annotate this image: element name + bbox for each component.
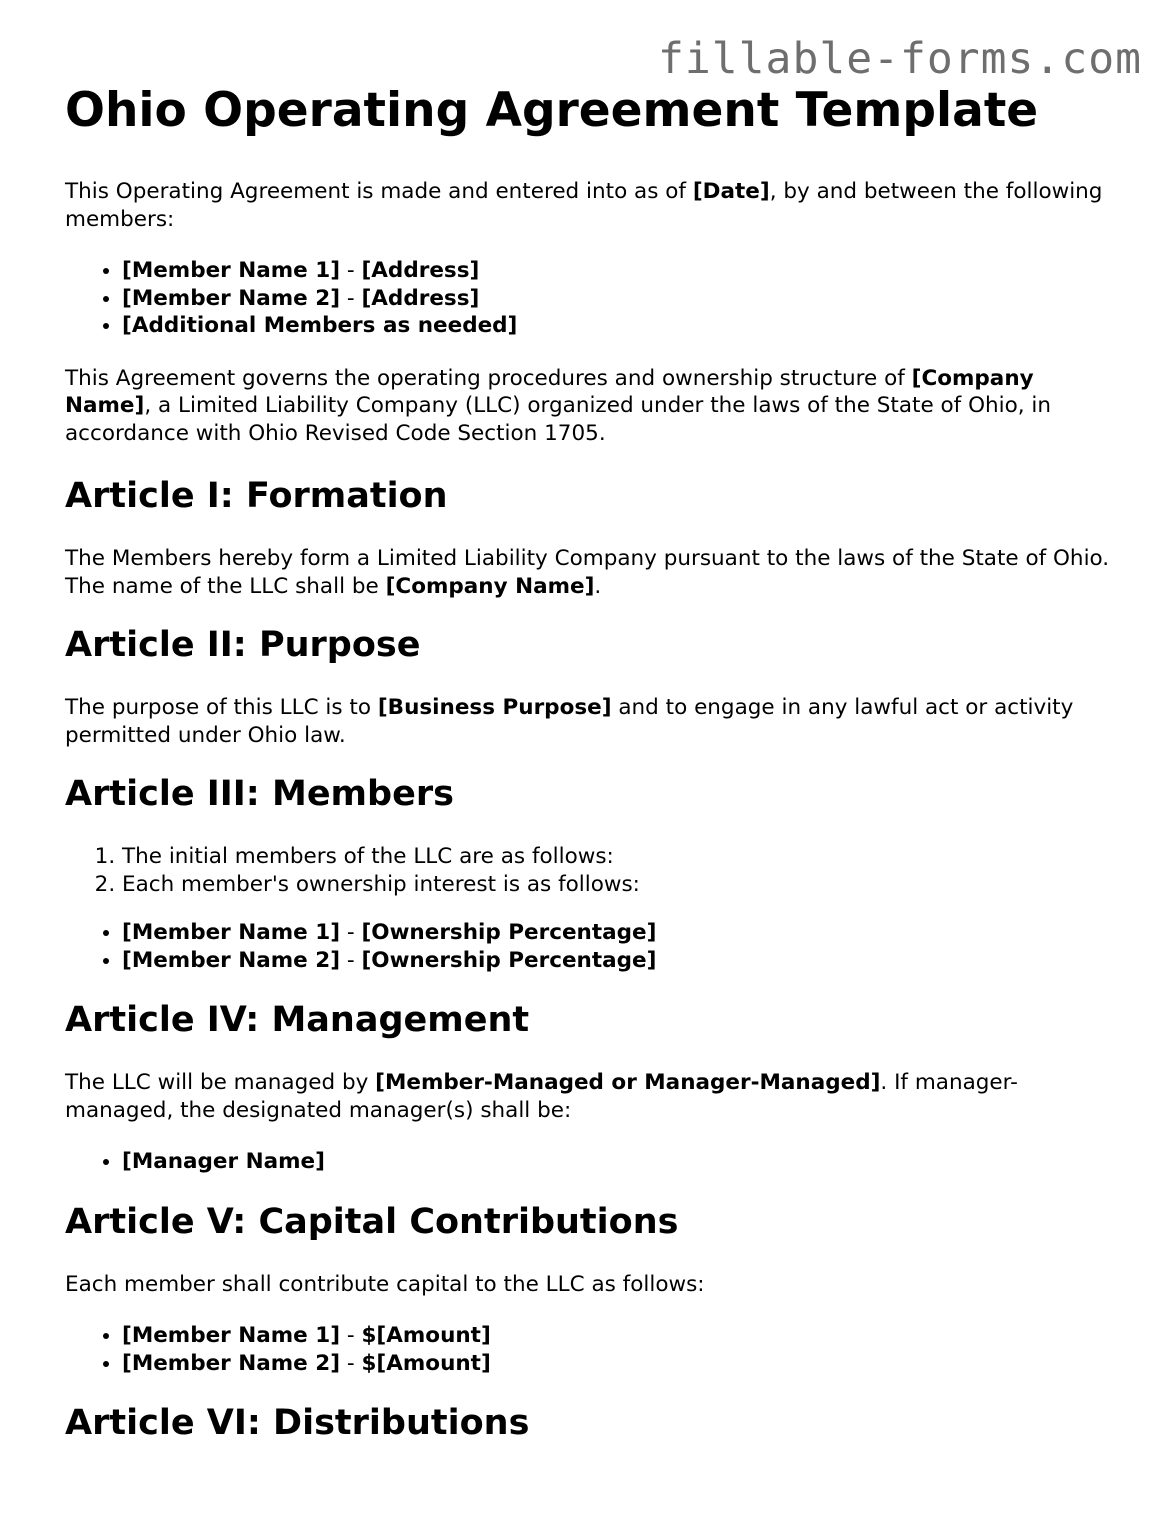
company-name-placeholder: [Company Name] xyxy=(385,573,595,599)
members-list xyxy=(65,257,1110,340)
article-4-pre: The LLC will be managed by xyxy=(65,1070,376,1096)
list-item xyxy=(122,919,1110,947)
member-name: [Member Name 1] xyxy=(122,1323,341,1349)
article-1-post: . xyxy=(594,573,602,599)
manager-name: [Manager Name] xyxy=(122,1149,325,1175)
member-name: [Member Name 2] xyxy=(122,947,341,973)
separator: - xyxy=(340,920,362,946)
company-name-placeholder: [Company Name] xyxy=(65,365,1034,419)
list-item xyxy=(122,312,1110,340)
contribution-amount: $[Amount] xyxy=(361,1323,491,1349)
article-4-post: . If manager-managed, the designated manager(s) shall be: xyxy=(65,1070,1018,1123)
member-address: [Address] xyxy=(361,285,480,311)
list-item xyxy=(122,947,1110,975)
intro-text: This Operating Agreement is made and entered into as of xyxy=(65,179,693,205)
document-title: Ohio Operating Agreement Template xyxy=(65,83,1039,138)
article-4-text xyxy=(65,1069,1110,1124)
article-5-text: Each member shall contribute capital to the LLC as follows: xyxy=(65,1271,705,1297)
article-2-text xyxy=(65,694,1110,749)
governs-text: This Agreement governs the operating procedures and ownership structure of xyxy=(65,365,912,391)
ownership-percentage: [Ownership Percentage] xyxy=(361,947,657,973)
date-placeholder: [Date] xyxy=(692,179,770,205)
article-1-pre: The Members hereby form a Limited Liability Company pursuant to the laws of the State of Ohio. The name of the LLC shall be xyxy=(65,546,1110,599)
article-2-heading: Article II: Purpose xyxy=(65,625,421,666)
ownership-list xyxy=(65,919,1110,974)
intro-paragraph xyxy=(65,178,1110,233)
article-6-heading: Article VI: Distributions xyxy=(65,1403,530,1444)
member-name: [Member Name 1] xyxy=(122,258,341,284)
management-mode-placeholder: [Member-Managed or Manager-Managed] xyxy=(375,1070,881,1096)
document-page xyxy=(65,84,1110,1472)
article-2-post: and to engage in any lawful act or activity permitted under Ohio law. xyxy=(65,695,1074,748)
managers-list xyxy=(65,1148,1110,1176)
list-item xyxy=(122,285,1110,313)
ownership-percentage: [Ownership Percentage] xyxy=(361,920,657,946)
article-4-heading: Article IV: Management xyxy=(65,1000,530,1041)
article-5-heading: Article V: Capital Contributions xyxy=(65,1201,679,1242)
list-item: 2. Each member's ownership interest is as follows: xyxy=(122,871,1110,899)
contributions-list xyxy=(65,1322,1110,1377)
business-purpose-placeholder: [Business Purpose] xyxy=(377,695,612,721)
watermark: fillable-forms.com xyxy=(658,34,1142,84)
governs-paragraph xyxy=(65,365,1110,448)
separator: - xyxy=(340,1323,362,1349)
member-address: [Address] xyxy=(361,258,480,284)
separator: - xyxy=(340,1350,362,1376)
member-name: [Member Name 2] xyxy=(122,1350,341,1376)
member-name: [Member Name 2] xyxy=(122,285,341,311)
member-name: [Member Name 1] xyxy=(122,920,341,946)
list-item: 1. The initial members of the LLC are as follows: xyxy=(122,843,1110,871)
additional-members: [Additional Members as needed] xyxy=(122,313,518,339)
members-ordered-list xyxy=(65,843,1110,898)
article-3-heading: Article III: Members xyxy=(65,774,454,815)
article-2-pre: The purpose of this LLC is to xyxy=(65,695,378,721)
governs-text-end: , a Limited Liability Company (LLC) organized under the laws of the State of Ohio, in accordance with Ohio Revised Code Section 1705. xyxy=(65,393,1052,446)
separator: - xyxy=(340,947,362,973)
list-item xyxy=(122,1322,1110,1350)
list-item xyxy=(122,1148,1110,1176)
intro-text-end: , by and between the following members: xyxy=(65,179,1103,232)
contribution-amount: $[Amount] xyxy=(361,1350,491,1376)
article-1-text xyxy=(65,545,1110,600)
list-item xyxy=(122,257,1110,285)
separator: - xyxy=(340,285,362,311)
list-item xyxy=(122,1350,1110,1378)
separator: - xyxy=(340,258,362,284)
article-1-heading: Article I: Formation xyxy=(65,476,448,517)
